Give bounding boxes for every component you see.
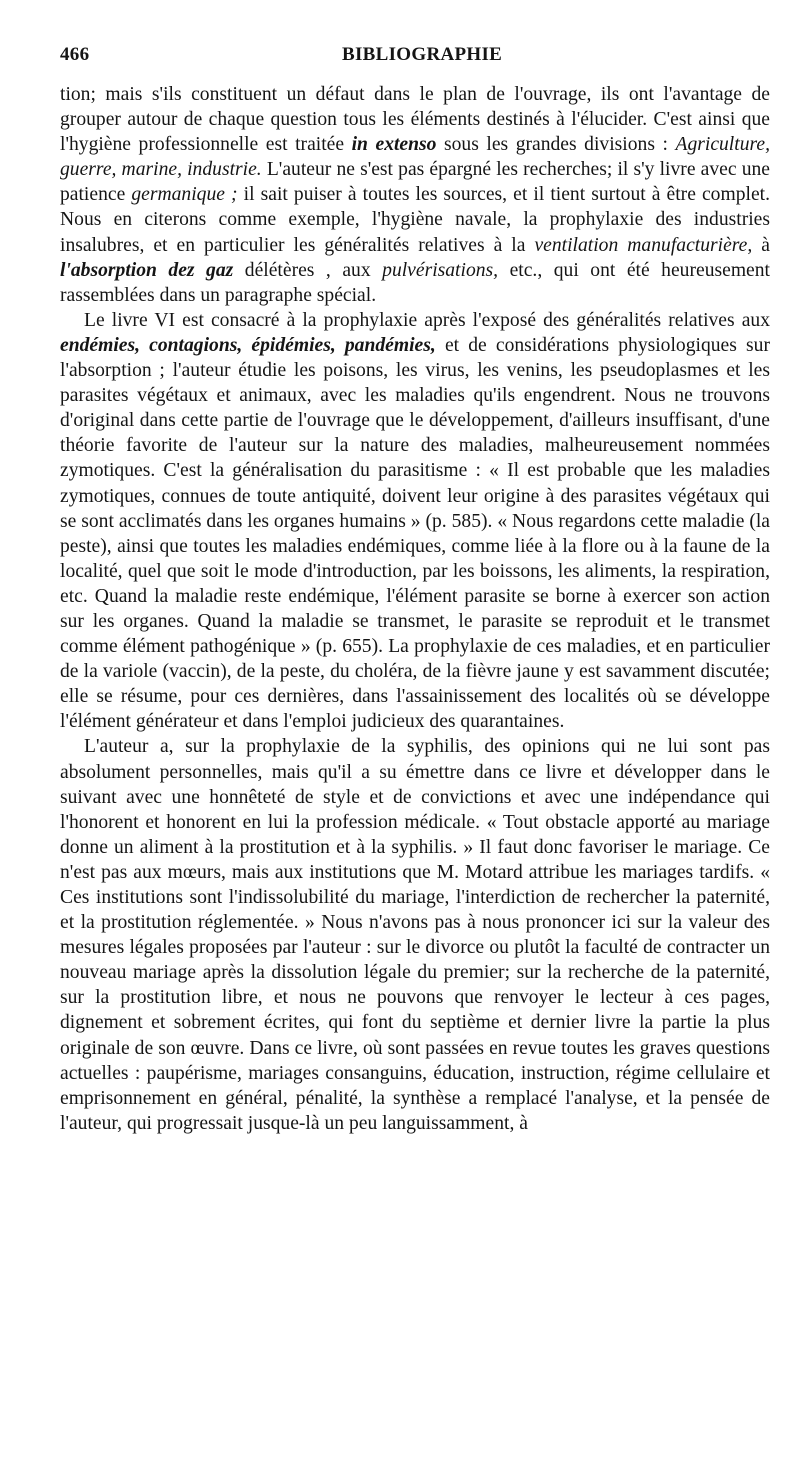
page-number: 466 [60,44,90,65]
italic-bold-phrase: in extenso [351,134,437,156]
running-title: BIBLIOGRAPHIE [342,44,503,65]
text-segment: à [752,234,770,256]
italic-phrase: Agriculture, guerre, marine, industrie. [60,134,770,181]
paragraph-1 [60,82,770,308]
text-segment: L'auteur a, sur la prophylaxie de la syphilis, des opinions qui ne lui sont pas absolument personnelles, mais qu'il a su émettre dans ce livre et développer dans le suivant avec une honnêteté de style et de convictions et avec une indépendance qui l'honorent et honorent en lui la profession médicale. « Tout obstacle apporté au mariage donne un aliment à la prostitution et à la syphilis. » Il faut donc favoriser le mariage. Ce n'est pas aux mœurs, mais aux institutions que M. Motard attribue les mariages tardifs. « Ces institutions sont l'indissolubilité du mariage, l'interdiction de rechercher la paternité, et la prostitution réglementée. » Nous n'avons pas à nous prononcer ici sur la valeur des mesures légales proposées par l'auteur : sur le divorce ou plutôt la faculté de contracter un nouveau mariage après la dissolution légale du premier; sur la recherche de la paternité, sur la prostitution libre, et nous ne pouvons que renvoyer le lecteur à ces pages, dignement et sobrement écrites, qui font du septième et dernier livre la partie la plus originale de son œuvre. Dans ce livre, où sont passées en revue toutes les graves questions actuelles : paupérisme, mariages consanguins, éducation, instruction, régime cellulaire et emprisonnement en général, pénalité, la synthèse a remplacé l'analyse, et la pensée de l'auteur, qui progressait jusque-là un peu languissamment, à [60,736,770,1134]
italic-phrase: germanique ; [131,184,238,206]
text-segment: il sait puiser à toutes les sources, et il tient surtout à être complet. Nous en citerons comme exemple, l'hygiène navale, la prophylaxie des industries insalubres, et en particulier les généralités relatives à la [60,184,771,256]
text-segment: tion; mais s'ils constituent un défaut dans le plan de l'ouvrage, ils ont l'avantage de grouper autour de chaque question tous les éléments destinés à l'élucider. C'est ainsi que l'hygiène professionnelle est traitée [60,84,770,156]
italic-bold-phrase: l'absorption dez gaz [60,259,234,281]
document-page [60,38,770,1136]
paragraph-2 [60,308,770,735]
italic-phrase: pulvérisations, [382,259,499,281]
text-segment: etc., qui ont été heureusement rassemblées dans un paragraphe spécial. [60,259,770,306]
italic-phrase: ventilation manufacturière, [534,234,753,256]
text-segment: et de considérations physiologiques sur l'absorption ; l'auteur étudie les poisons, les virus, les venins, les pseudoplasmes et les parasites végétaux et animaux, avec les maladies qu'ils engendrent. Nous ne trouvons d'original dans cette partie de l'ouvrage que le développement, d'ailleurs insuffisant, d'une théorie favorite de l'auteur sur la nature des maladies, malheureusement nommées zymotiques. C'est la généralisation du parasitisme : « Il est probable que les maladies zymotiques, connues de toute antiquité, doivent leur origine à des parasites végétaux qui se sont acclimatés dans les organes humains » (p. 585). « Nous regardons cette maladie (la peste), ainsi que toutes les maladies endémiques, comme liée à la flore ou à la faune de la localité, quel que soit le mode d'introduction, par les boissons, les aliments, la respiration, etc. Quand la maladie reste endémique, l'élément parasite se borne à exercer son action sur les organes. Quand la maladie se transmet, le parasite se reproduit et le transmet comme élément pathogénique » (p. 655). La prophylaxie de ces maladies, et en particulier de la variole (vaccin), de la peste, du choléra, de la fièvre jaune y est savamment discutée; elle se résume, pour ces dernières, dans l'assainissement des localités où se développe l'élément générateur et dans l'emploi judicieux des quarantaines. [60,334,770,733]
text-segment: sous les grandes divisions : [436,134,676,156]
page-header [60,38,770,66]
italic-bold-phrase: endémies, contagions, épidémies, pandémies, [60,334,436,356]
text-segment: délétères , aux [233,259,383,281]
paragraph-3 [60,734,770,1136]
body-text [60,82,770,1136]
text-segment: Le livre VI est consacré à la prophylaxie après l'exposé des généralités relatives aux [84,309,770,331]
text-segment: L'auteur ne s'est pas épargné les recherches; il s'y livre avec une patience [60,159,770,206]
